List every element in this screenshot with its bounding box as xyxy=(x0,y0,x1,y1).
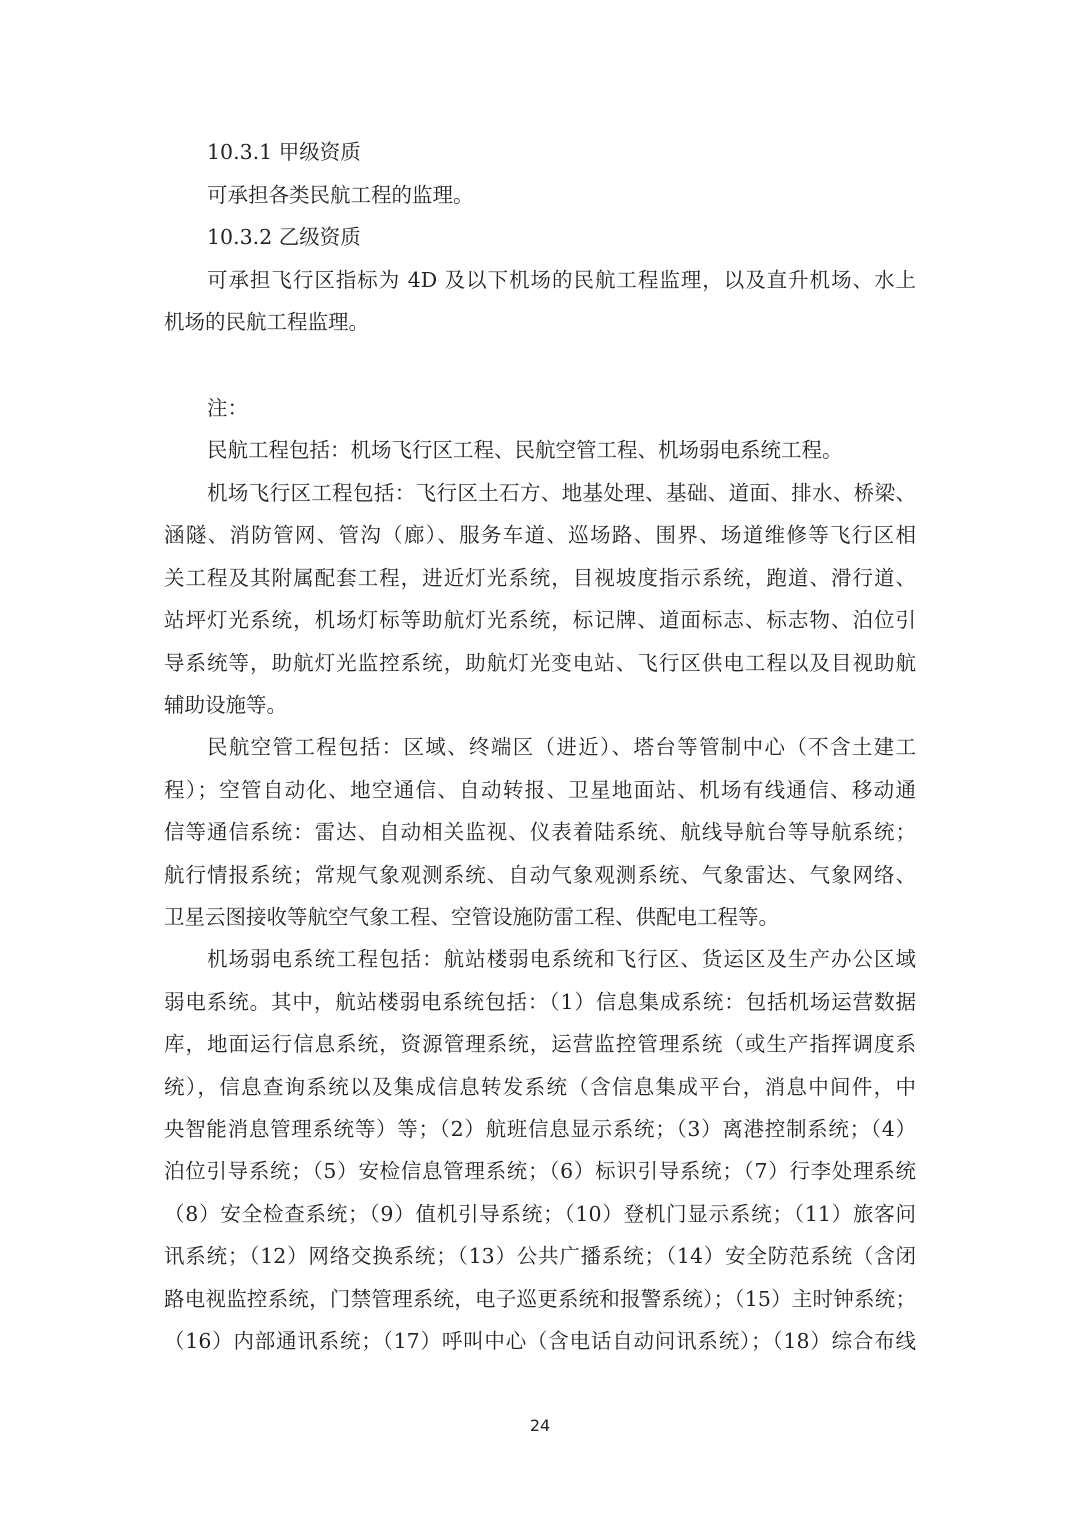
paragraph-line: 机场弱电系统工程包括：航站楼弱电系统和飞行区、货运区及生产办公区域 xyxy=(207,947,916,971)
paragraph-line: （8）安全检查系统；（9）值机引导系统；（10）登机门显示系统；（11）旅客问 xyxy=(164,1202,916,1226)
paragraph-line: 关工程及其附属配套工程，进近灯光系统，目视坡度指示系统，跑道、滑行道、 xyxy=(164,566,916,590)
paragraph-line: 导系统等，助航灯光监控系统，助航灯光变电站、飞行区供电工程以及目视助航 xyxy=(164,651,916,675)
paragraph-line: 卫星云图接收等航空气象工程、空管设施防雷工程、供配电工程等。 xyxy=(164,905,779,929)
paragraph-line: 程）；空管自动化、地空通信、自动转报、卫星地面站、机场有线通信、移动通 xyxy=(164,778,916,802)
paragraph-line: 可承担飞行区指标为 4D 及以下机场的民航工程监理，以及直升机场、水上 xyxy=(207,268,916,292)
section-heading-10-3-1: 10.3.1 甲级资质 xyxy=(207,140,361,164)
paragraph-line: 统），信息查询系统以及集成信息转发系统（含信息集成平台，消息中间件，中 xyxy=(164,1075,916,1099)
paragraph-line: 库，地面运行信息系统，资源管理系统，运营监控管理系统（或生产指挥调度系 xyxy=(164,1032,916,1056)
paragraph-line: 机场飞行区工程包括：飞行区土石方、地基处理、基础、道面、排水、桥梁、 xyxy=(207,481,916,505)
paragraph-line: 民航空管工程包括：区域、终端区（进近）、塔台等管制中心（不含土建工 xyxy=(207,735,916,759)
paragraph-line: 路电视监控系统，门禁管理系统，电子巡更系统和报警系统）；（15）主时钟系统； xyxy=(164,1287,916,1311)
paragraph-line: 站坪灯光系统，机场灯标等助航灯光系统，标记牌、道面标志、标志物、泊位引 xyxy=(164,608,916,632)
paragraph-line: 可承担各类民航工程的监理。 xyxy=(207,183,474,207)
paragraph-line: 弱电系统。其中，航站楼弱电系统包括：（1）信息集成系统：包括机场运营数据 xyxy=(164,990,916,1014)
paragraph-line: 央智能消息管理系统等）等；（2）航班信息显示系统；（3）离港控制系统；（4） xyxy=(164,1117,916,1141)
paragraph-line: 航行情报系统；常规气象观测系统、自动气象观测系统、气象雷达、气象网络、 xyxy=(164,863,916,887)
paragraph-line: 涵隧、消防管网、管沟（廊）、服务车道、巡场路、围界、场道维修等飞行区相 xyxy=(164,523,916,547)
paragraph-line: 讯系统；（12）网络交换系统；（13）公共广播系统；（14）安全防范系统（含闭 xyxy=(164,1244,916,1268)
note-label: 注： xyxy=(207,396,248,420)
paragraph-line: 信等通信系统：雷达、自动相关监视、仪表着陆系统、航线导航台等导航系统； xyxy=(164,820,916,844)
paragraph-line: 民航工程包括：机场飞行区工程、民航空管工程、机场弱电系统工程。 xyxy=(207,438,843,462)
page-number: 24 xyxy=(529,1416,551,1435)
section-heading-10-3-2: 10.3.2 乙级资质 xyxy=(207,225,361,249)
paragraph-line: 机场的民航工程监理。 xyxy=(164,310,369,334)
paragraph-line: 辅助设施等。 xyxy=(164,693,287,717)
paragraph-line: （16）内部通讯系统；（17）呼叫中心（含电话自动问讯系统）；（18）综合布线 xyxy=(164,1329,916,1353)
paragraph-line: 泊位引导系统；（5）安检信息管理系统；（6）标识引导系统；（7）行李处理系统 xyxy=(164,1159,916,1183)
